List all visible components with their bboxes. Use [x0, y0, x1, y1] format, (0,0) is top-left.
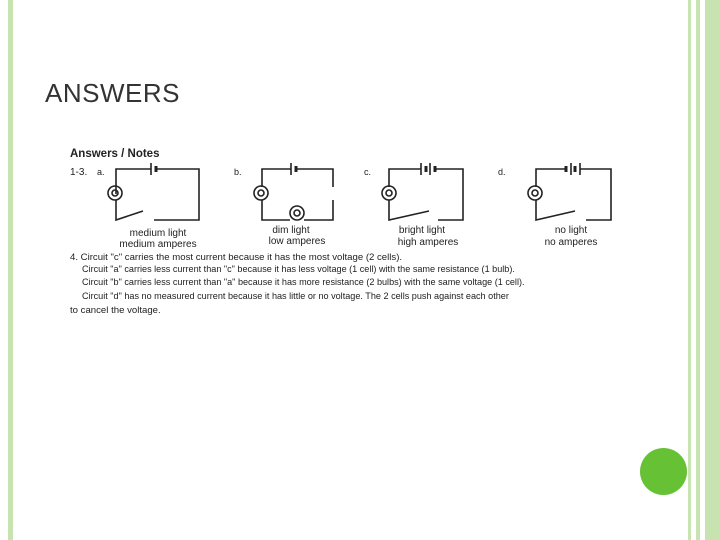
right-frame-rail — [696, 0, 700, 540]
circuit-a-brightness: medium light — [129, 228, 187, 239]
circuit-b-brightness: dim light — [272, 225, 310, 236]
circuit-b-diagram — [234, 163, 333, 247]
slide-title — [45, 78, 180, 109]
right-frame-rail — [705, 0, 720, 540]
circuit-d-diagram — [498, 163, 611, 248]
answer-sheet-image — [66, 142, 640, 327]
circuit-c-letter: c. — [364, 167, 372, 177]
answers-heading: Answers / Notes — [70, 148, 160, 160]
circuit-d-current: no amperes — [544, 237, 598, 248]
circuit-c-current: high amperes — [397, 237, 459, 248]
answer-4-line-3: Circuit "b" carries less current than "a" because it has more resistance (2 bulbs) with the same voltage (1 cell). — [82, 277, 525, 287]
slide-title-text: ANSWERS — [45, 78, 180, 108]
answer-4-line-5: to cancel the voltage. — [70, 305, 161, 316]
circuit-d-brightness: no light — [554, 225, 588, 236]
circuit-a-diagram — [97, 163, 199, 250]
left-frame-border — [8, 0, 13, 540]
circuit-b-current: low amperes — [268, 236, 326, 247]
circuit-a-current: medium amperes — [119, 239, 197, 250]
circuit-b-letter: b. — [234, 167, 242, 177]
answer-4-line-1: 4. Circuit "c" carries the most current because it has the most voltage (2 cells). — [70, 252, 403, 263]
right-frame-rail — [688, 0, 691, 540]
circuit-a-letter: a. — [97, 167, 105, 177]
answer-4-line-4: Circuit "d" has no measured current because it has little or no voltage. The 2 cells push against each other — [82, 291, 509, 301]
circuit-c-brightness: bright light — [398, 225, 446, 236]
circuit-d-letter: d. — [498, 167, 506, 177]
decorative-green-circle — [640, 448, 687, 495]
answer-4-line-2: Circuit "a" carries less current than "c" because it has less voltage (1 cell) with the same resistance (1 bulb). — [82, 264, 515, 274]
circuit-c-diagram — [364, 163, 463, 248]
item-range-label: 1-3. — [70, 167, 88, 178]
